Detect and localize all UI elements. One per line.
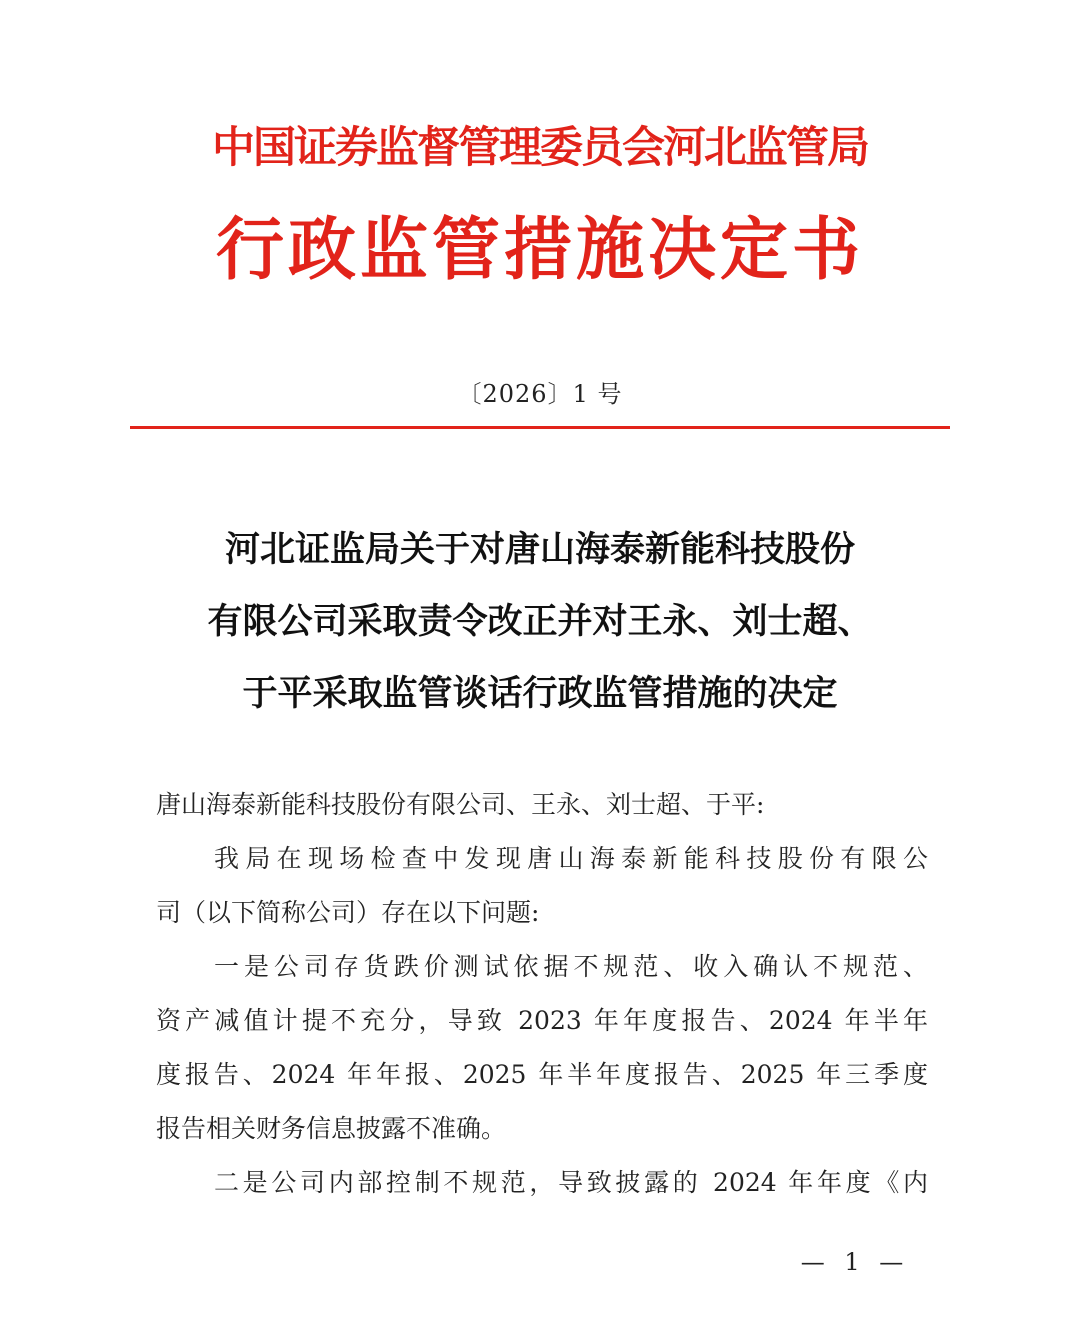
document-number: 〔2026〕1 号	[457, 380, 623, 408]
paragraph-line: 我局在现场检查中发现唐山海泰新能科技股份有限公	[214, 844, 928, 873]
paragraph-line: 一是公司存货跌价测试依据不规范、收入确认不规范、	[214, 952, 928, 981]
paragraph-line: 度报告、2024 年年报、2025 年半年度报告、2025 年三季度	[156, 1060, 928, 1089]
headline-line: 河北证监局关于对唐山海泰新能科技股份	[224, 529, 855, 570]
paragraph-line: 二是公司内部控制不规范，导致披露的 2024 年年度《内	[214, 1168, 928, 1197]
addressee-line: 唐山海泰新能科技股份有限公司、王永、刘士超、于平:	[156, 790, 765, 819]
document-body	[156, 778, 928, 1210]
headline-line: 于平采取监管谈话行政监管措施的决定	[242, 673, 838, 714]
issuer-name: 中国证券监督管理委员会河北监管局	[212, 123, 868, 173]
decision-headline	[120, 514, 960, 730]
paragraph-line: 司（以下简称公司）存在以下问题:	[156, 898, 540, 927]
page-number: — 1 —	[800, 1248, 910, 1276]
headline-line: 有限公司采取责令改正并对王永、刘士超、	[207, 601, 873, 642]
paragraph-line: 资产减值计提不充分，导致 2023 年年度报告、2024 年半年	[156, 1006, 928, 1035]
paragraph-line: 报告相关财务信息披露不准确。	[156, 1114, 507, 1143]
document-type-title: 行政监管措施决定书	[215, 210, 864, 290]
red-divider-line	[130, 426, 950, 429]
